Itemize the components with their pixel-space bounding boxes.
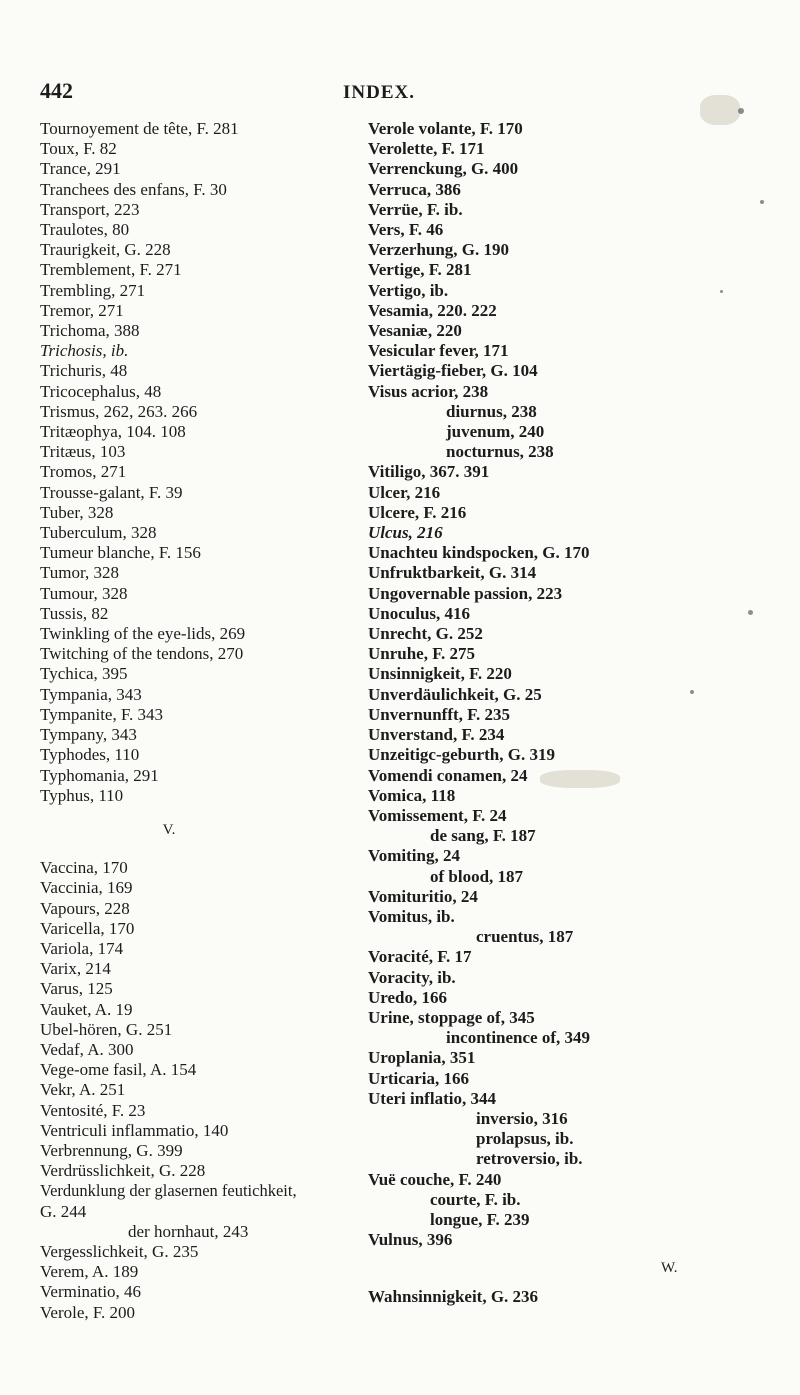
- index-entry: Tumeur blanche, F. 156: [40, 543, 201, 563]
- index-entry: Vergesslichkeit, G. 235: [40, 1241, 199, 1261]
- index-entry: Vomitus, ib.: [368, 906, 455, 926]
- index-entry: Typhomania, 291: [40, 765, 159, 785]
- index-entry: Verolette, F. 171: [368, 139, 485, 159]
- index-entry: Ulcus, 216: [368, 523, 443, 543]
- index-entry: G. 244: [40, 1201, 87, 1221]
- index-entry: Vaccina, 170: [40, 858, 128, 878]
- index-entry: Verem, A. 189: [40, 1262, 139, 1282]
- index-entry: Tremblement, F. 271: [40, 260, 182, 280]
- index-entry: cruentus, 187: [476, 927, 574, 947]
- index-entry: Urine, stoppage of, 345: [368, 1007, 535, 1027]
- index-entry: Tumour, 328: [40, 583, 128, 603]
- index-entry: Verbrennung, G. 399: [40, 1140, 183, 1160]
- index-entry: Vers, F. 46: [368, 220, 444, 240]
- index-entry: Vaccinia, 169: [40, 878, 133, 898]
- right-entries-w: [368, 1287, 688, 1307]
- index-entry: of blood, 187: [430, 866, 524, 886]
- index-entry: Voracité, F. 17: [368, 947, 472, 967]
- index-entry: Vesamia, 220. 222: [368, 300, 497, 320]
- index-entry: Tricocephalus, 48: [40, 381, 162, 401]
- index-entry: Vertige, F. 281: [368, 260, 472, 280]
- index-entry: Trichuris, 48: [40, 361, 128, 381]
- index-entry: Vedaf, A. 300: [40, 1039, 134, 1059]
- left-entries-v: [40, 858, 358, 1323]
- index-entry: Varicella, 170: [40, 918, 135, 938]
- ink-stain: [700, 95, 740, 125]
- index-entry: Unrecht, G. 252: [368, 624, 483, 644]
- index-entry: diurnus, 238: [446, 401, 537, 421]
- index-entry: Verdunklung der glasernen feutichkeit,: [40, 1181, 297, 1201]
- index-entry: Visus acrior, 238: [368, 381, 489, 401]
- running-title: INDEX.: [343, 82, 415, 103]
- index-entry: Verdrüsslichkeit, G. 228: [40, 1161, 206, 1181]
- index-entry: Typhodes, 110: [40, 745, 140, 765]
- index-entry: Verrenckung, G. 400: [368, 159, 519, 179]
- index-entry: Variola, 174: [40, 938, 124, 958]
- index-entry: Vesaniæ, 220: [368, 321, 462, 341]
- index-entry: Vomendi conamen, 24: [368, 765, 528, 785]
- right-column: [368, 119, 688, 1307]
- index-entry: Tychica, 395: [40, 664, 128, 684]
- index-entry: Ungovernable passion, 223: [368, 583, 563, 603]
- index-entry: Trichoma, 388: [40, 321, 140, 341]
- index-entry: Uredo, 166: [368, 987, 448, 1007]
- index-entry: Ventosité, F. 23: [40, 1100, 146, 1120]
- index-entry: Trembling, 271: [40, 280, 146, 300]
- index-entry: Trousse-galant, F. 39: [40, 482, 183, 502]
- index-entry: Trance, 291: [40, 159, 121, 179]
- index-entry: Viertägig-fieber, G. 104: [368, 361, 538, 381]
- index-entry: Trichosis, ib.: [40, 341, 129, 361]
- index-entry: Vesicular fever, 171: [368, 341, 509, 361]
- index-entry: Unzeitigc-geburth, G. 319: [368, 745, 555, 765]
- speck: [760, 200, 764, 204]
- left-column: [40, 119, 358, 1323]
- index-entry: Transport, 223: [40, 199, 140, 219]
- index-entry: Tritæus, 103: [40, 442, 126, 462]
- index-entry: Tritæophya, 104. 108: [40, 422, 186, 442]
- index-entry: Tumor, 328: [40, 563, 119, 583]
- index-entry: der hornhaut, 243: [128, 1221, 249, 1241]
- page-header: [0, 78, 800, 118]
- index-entry: Wahnsinnigkeit, G. 236: [368, 1286, 539, 1306]
- index-entry: Vauket, A. 19: [40, 999, 133, 1019]
- index-entry: inversio, 316: [476, 1108, 568, 1128]
- speck: [738, 108, 744, 114]
- index-entry: Typhus, 110: [40, 785, 124, 805]
- index-entry: Unverdäulichkeit, G. 25: [368, 684, 542, 704]
- index-entry: Verminatio, 46: [40, 1282, 142, 1302]
- index-entry: Vekr, A. 251: [40, 1080, 126, 1100]
- index-entry: Uteri inflatio, 344: [368, 1088, 496, 1108]
- index-entry: Vomica, 118: [368, 785, 456, 805]
- index-entry: Toux, F. 82: [40, 139, 117, 159]
- index-entry: Verole volante, F. 170: [368, 119, 523, 138]
- index-entry: Ventriculi inflammatio, 140: [40, 1120, 229, 1140]
- index-entry: Voracity, ib.: [368, 967, 456, 987]
- index-entry: Unoculus, 416: [368, 603, 471, 623]
- index-entry: Vertigo, ib.: [368, 280, 449, 300]
- index-entry: Vege-ome fasil, A. 154: [40, 1060, 197, 1080]
- index-entry: longue, F. 239: [430, 1209, 530, 1229]
- index-entry: Tranchees des enfans, F. 30: [40, 179, 227, 199]
- left-entries-t: [40, 119, 358, 806]
- index-entry: Tuberculum, 328: [40, 523, 157, 543]
- index-entry: Unvernunfft, F. 235: [368, 704, 510, 724]
- index-entry: Traulotes, 80: [40, 220, 130, 240]
- index-entry: Ulcer, 216: [368, 482, 441, 502]
- section-heading-w: W.: [661, 1260, 678, 1277]
- index-entry: Verzerhung, G. 190: [368, 240, 510, 260]
- index-entry: Vomituritio, 24: [368, 886, 478, 906]
- index-entry: Vitiligo, 367. 391: [368, 462, 490, 482]
- index-entry: Unverstand, F. 234: [368, 725, 505, 745]
- index-entry: incontinence of, 349: [446, 1028, 591, 1048]
- index-entry: Ulcere, F. 216: [368, 502, 467, 522]
- speck: [690, 690, 694, 694]
- index-entry: Tromos, 271: [40, 462, 127, 482]
- index-entry: Twitching of the tendons, 270: [40, 644, 244, 664]
- index-entry: Verrüe, F. ib.: [368, 199, 463, 219]
- index-entry: nocturnus, 238: [446, 442, 554, 462]
- index-entry: de sang, F. 187: [430, 826, 536, 846]
- right-entries-v-u: [368, 119, 688, 1250]
- speck: [720, 290, 723, 293]
- index-entry: Tympany, 343: [40, 725, 137, 745]
- index-entry: Unachteu kindspocken, G. 170: [368, 543, 590, 563]
- index-entry: retroversio, ib.: [476, 1149, 583, 1169]
- page-number: 442: [40, 78, 73, 103]
- index-entry: Trismus, 262, 263. 266: [40, 401, 198, 421]
- index-entry: Twinkling of the eye-lids, 269: [40, 624, 246, 644]
- index-entry: Varus, 125: [40, 979, 113, 999]
- index-entry: Vulnus, 396: [368, 1230, 453, 1250]
- index-entry: Tremor, 271: [40, 300, 124, 320]
- index-entry: Verruca, 386: [368, 179, 461, 199]
- index-entry: Unruhe, F. 275: [368, 644, 476, 664]
- ink-stain: [540, 770, 620, 788]
- index-entry: juvenum, 240: [446, 422, 545, 442]
- index-entry: Ubel-hören, G. 251: [40, 1019, 173, 1039]
- index-entry: Vomiting, 24: [368, 846, 460, 866]
- index-entry: Tuber, 328: [40, 502, 114, 522]
- index-entry: Traurigkeit, G. 228: [40, 240, 171, 260]
- index-entry: Verole, F. 200: [40, 1302, 135, 1322]
- index-entry: Vuë couche, F. 240: [368, 1169, 502, 1189]
- index-entry: Vomissement, F. 24: [368, 805, 507, 825]
- section-heading-v: V.: [162, 821, 176, 838]
- index-entry: Vapours, 228: [40, 898, 130, 918]
- index-entry: Unsinnigkeit, F. 220: [368, 664, 512, 684]
- index-entry: Urticaria, 166: [368, 1068, 470, 1088]
- index-entry: Tussis, 82: [40, 603, 109, 623]
- index-entry: Varix, 214: [40, 959, 111, 979]
- index-entry: Tympanite, F. 343: [40, 704, 164, 724]
- index-entry: Unfruktbarkeit, G. 314: [368, 563, 537, 583]
- index-entry: prolapsus, ib.: [476, 1129, 574, 1149]
- index-entry: Tympania, 343: [40, 684, 142, 704]
- index-entry: Uroplania, 351: [368, 1048, 476, 1068]
- speck: [748, 610, 753, 615]
- index-entry: Tournoyement de tête, F. 281: [40, 119, 239, 138]
- index-entry: courte, F. ib.: [430, 1189, 521, 1209]
